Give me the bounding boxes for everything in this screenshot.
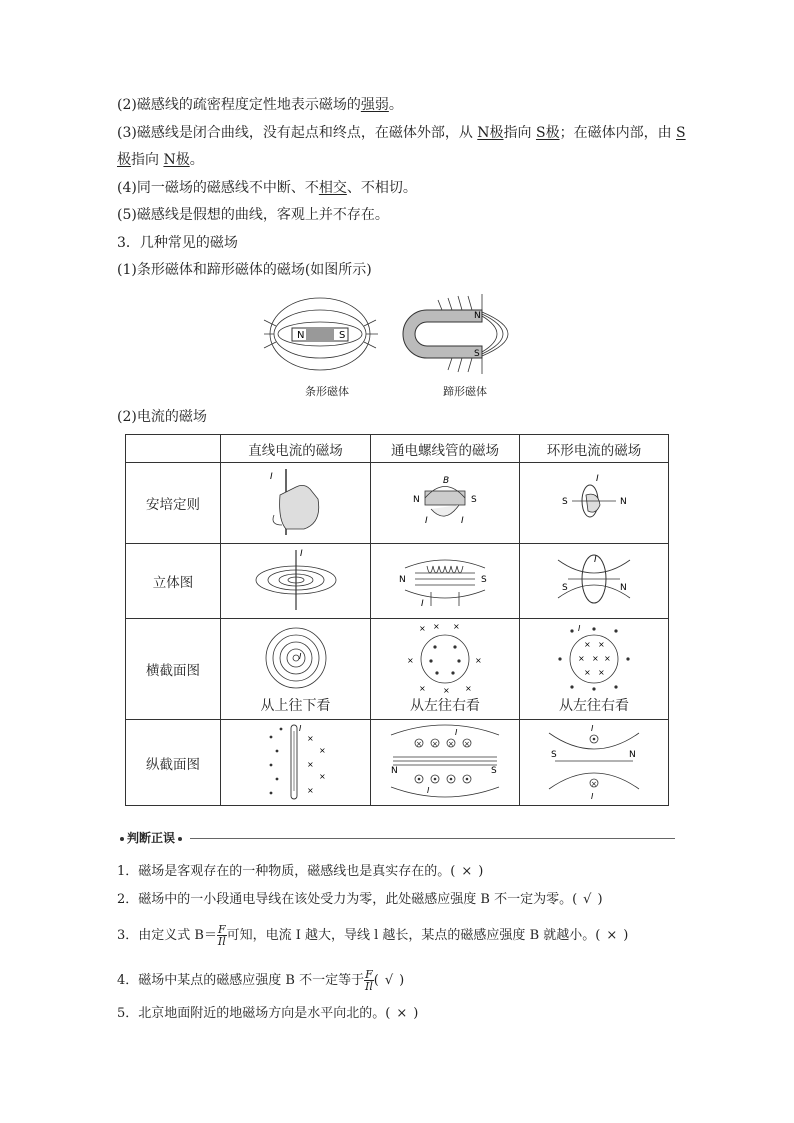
cs-x6: × — [419, 684, 426, 693]
q3-mark: × — [606, 928, 618, 943]
3d-solenoid-i: I — [421, 599, 424, 609]
line-4: (4)同一磁场的磁感线不中断、不相交、不相切。 — [117, 180, 417, 196]
line-3-cont: 极指向 N极。 — [117, 152, 204, 168]
header-ring: 环形电流的磁场 — [520, 435, 669, 463]
cross-straight-i: I — [298, 652, 301, 661]
lso-x3: × — [448, 739, 454, 748]
header-solenoid: 通电螺线管的磁场 — [371, 435, 520, 463]
long-ring-n: N — [629, 749, 636, 760]
long-solenoid-n: N — [391, 765, 398, 776]
ampere-solenoid-s: S — [471, 495, 477, 505]
heading-3: 3．几种常见的磁场 — [117, 235, 238, 251]
3d-ring-i: I — [594, 555, 597, 565]
bar-n-label: N — [297, 330, 305, 341]
3d-solenoid — [371, 544, 520, 619]
cross-ring-i: I — [578, 624, 581, 633]
q5-mark: × — [396, 1006, 408, 1021]
magnet-figure — [262, 288, 532, 380]
line-5: (5)磁感线是假想的曲线，客观上并不存在。 — [117, 207, 389, 223]
long-ring — [520, 720, 669, 806]
3d-ring — [520, 544, 669, 619]
cross-ring — [520, 619, 669, 720]
lso-x4: × — [464, 739, 470, 748]
cs-x3: × — [453, 623, 460, 631]
q4-fraction: $\frac{F}{Il}$ — [364, 968, 373, 993]
row-label-cross: 横截面图 — [126, 619, 221, 720]
row-label-3d: 立体图 — [126, 544, 221, 619]
horseshoe-n-label: N — [474, 311, 481, 321]
long-ring-i2: I — [591, 791, 594, 801]
line-2: (2)磁感线的疏密程度定性地表示磁场的强弱。 — [117, 97, 403, 113]
3d-ring-n: N — [620, 583, 627, 593]
question-2: 2．磁场中的一小段通电导线在该处受力为零，此处磁感应强度 B 不一定为零。( √ ) — [117, 890, 603, 910]
lso-x1: × — [416, 739, 422, 748]
ampere-solenoid-n: N — [413, 495, 420, 505]
current-field-table — [125, 434, 669, 806]
lso-x2: × — [432, 739, 438, 748]
ampere-ring-n: N — [620, 497, 627, 507]
ampere-ring — [520, 463, 669, 544]
ls-x2: × — [318, 745, 326, 755]
ampere-solenoid-i1: I — [425, 516, 428, 526]
cr-x7: × — [598, 668, 605, 677]
header-straight: 直线电流的磁场 — [221, 435, 371, 463]
long-ring-i1: I — [591, 723, 594, 733]
3d-ring-s: S — [562, 583, 568, 593]
long-ring-s: S — [551, 749, 557, 760]
long-straight-i: I — [298, 723, 301, 733]
3d-straight — [221, 544, 371, 619]
ampere-straight-i: I — [269, 472, 273, 482]
long-straight — [221, 720, 371, 806]
ampere-ring-i: I — [596, 474, 599, 484]
cs-x5: × — [475, 656, 482, 665]
cross-straight — [221, 619, 371, 720]
cs-x1: × — [419, 624, 426, 633]
ls-x4: × — [318, 771, 326, 781]
q1-mark: × — [461, 864, 473, 879]
cross-straight-caption: 从上往下看 — [260, 698, 331, 714]
long-solenoid-s: S — [491, 765, 497, 776]
long-solenoid-i2: I — [427, 785, 430, 795]
horseshoe-magnet-caption: 蹄形磁体 — [443, 385, 487, 398]
bar-magnet-caption: 条形磁体 — [305, 385, 349, 398]
q4-mark: √ — [384, 973, 394, 988]
cr-x5: × — [604, 654, 611, 663]
line-3: (3)磁感线是闭合曲线，没有起点和终点，在磁体外部，从 N极指向 S极；在磁体内部，由 S — [117, 125, 686, 141]
cs-x2: × — [433, 623, 440, 631]
cr-x4: × — [592, 654, 599, 663]
3d-solenoid-s: S — [481, 575, 487, 585]
cross-solenoid-caption: 从左往右看 — [410, 698, 480, 714]
cr-x1: × — [584, 640, 591, 649]
section-rule — [190, 838, 675, 839]
header-empty — [126, 435, 221, 463]
question-4: 4．磁场中某点的磁感应强度 B 不一定等于 $\frac{F}{Il}$ ( √ ) — [117, 968, 405, 993]
horseshoe-s-label: S — [474, 349, 480, 359]
cs-x8: × — [465, 684, 472, 693]
row-label-ampere: 安培定则 — [126, 463, 221, 544]
question-1: 1．磁场是客观存在的一种物质，磁感线也是真实存在的。( × ) — [117, 862, 483, 882]
sub-1: (1)条形磁体和蹄形磁体的磁场(如图所示) — [117, 262, 372, 278]
3d-straight-i: I — [299, 549, 303, 559]
ampere-ring-s: S — [562, 497, 568, 507]
sub-2: (2)电流的磁场 — [117, 409, 207, 425]
ls-x5: × — [306, 785, 314, 795]
cs-x4: × — [407, 656, 414, 665]
long-solenoid-i1: I — [455, 727, 458, 737]
long-ring-x: × — [591, 779, 597, 788]
ampere-solenoid — [371, 463, 520, 544]
ampere-solenoid-b: B — [443, 476, 450, 486]
cross-ring-caption: 从左往右看 — [559, 698, 629, 714]
section-title: 判断正误 — [117, 829, 185, 846]
long-solenoid — [371, 720, 520, 806]
ls-x1: × — [306, 733, 314, 743]
q3-fraction: $\frac{F}{Il}$ — [217, 923, 226, 948]
ampere-straight — [221, 463, 371, 544]
3d-solenoid-n: N — [399, 575, 406, 585]
bar-s-label: S — [339, 330, 346, 341]
cr-x3: × — [578, 654, 585, 663]
ls-x3: × — [306, 759, 314, 769]
cr-x2: × — [598, 640, 605, 649]
q2-mark: √ — [583, 892, 592, 907]
cs-x7: × — [443, 686, 450, 693]
ampere-solenoid-i2: I — [461, 516, 464, 526]
row-label-long: 纵截面图 — [126, 720, 221, 806]
question-3: 3．由定义式 B＝ $\frac{F}{Il}$ 可知，电流 I 越大，导线 l 越长，某点的磁感应强度 B 就越小。( × ) — [117, 923, 629, 948]
question-5: 5．北京地面附近的地磁场方向是水平向北的。( × ) — [117, 1004, 418, 1024]
cross-solenoid — [371, 619, 520, 720]
cr-x6: × — [584, 668, 591, 677]
